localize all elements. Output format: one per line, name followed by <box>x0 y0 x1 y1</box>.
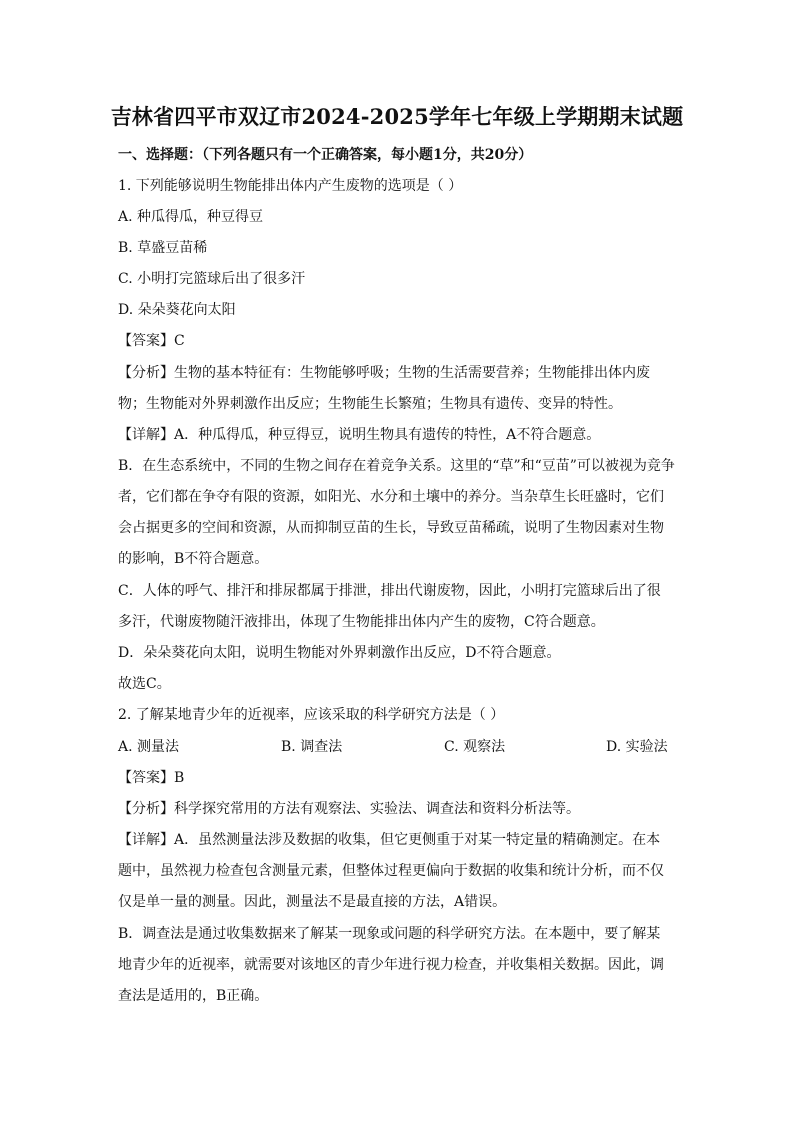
question-1-detail-line: 【详解】A．种瓜得瓜，种豆得豆，说明生物具有遗传的特性，A不符合题意。 <box>118 427 601 443</box>
question-1-detail-line: B．在生态系统中，不同的生物之间存在着竞争关系。这里的“草”和“豆苗”可以被视为竞争 <box>118 458 675 474</box>
question-2-option-c: C. 观察法 <box>444 739 506 755</box>
question-1-conclusion: 故选C。 <box>118 676 171 692</box>
question-1-detail-line: C．人体的呼气、排汗和排尿都属于排泄，排出代谢废物，因此，小明打完篮球后出了很 <box>118 583 661 599</box>
question-2-option-b: B. 调查法 <box>281 739 343 755</box>
question-1-detail-line: 多汗，代谢废物随汗液排出，体现了生物能排出体内产生的废物，C符合题意。 <box>118 614 605 630</box>
question-2-analysis: 【分析】科学探究常用的方法有观察法、实验法、调查法和资料分析法等。 <box>118 801 580 817</box>
question-2-detail-line: 仅是单一量的测量。因此，测量法不是最直接的方法，A错误。 <box>118 894 507 910</box>
question-1-detail-line: 的影响，B不符合题意。 <box>118 551 269 567</box>
question-2-detail-line: 查法是适用的，B正确。 <box>118 988 269 1004</box>
question-1-answer: 【答案】C <box>118 333 185 349</box>
document-title: 吉林省四平市双辽市2024-2025学年七年级上学期期末试题 <box>110 104 684 129</box>
question-1-option-a: A. 种瓜得瓜，种豆得豆 <box>118 209 264 225</box>
question-1-detail-line: 者，它们都在争夺有限的资源，如阳光、水分和土壤中的养分。当杂草生长旺盛时，它们 <box>118 489 664 505</box>
question-1-detail-line: D．朵朵葵花向太阳，说明生物能对外界刺激作出反应，D不符合题意。 <box>118 645 561 661</box>
question-1-analysis-line: 【分析】生物的基本特征有：生物能够呼吸；生物的生活需要营养；生物能排出体内废 <box>118 365 650 381</box>
question-2-stem: 2. 了解某地青少年的近视率，应该采取的科学研究方法是（ ） <box>118 707 505 723</box>
question-1-analysis-line: 物；生物能对外界刺激作出反应；生物能生长繁殖；生物具有遗传、变异的特性。 <box>118 396 622 412</box>
question-2-detail-line: 地青少年的近视率，就需要对该地区的青少年进行视力检查，并收集相关数据。因此，调 <box>118 957 664 973</box>
question-1-option-b: B. 草盛豆苗稀 <box>118 240 208 256</box>
question-2-answer: 【答案】B <box>118 770 185 786</box>
question-2-option-d: D. 实验法 <box>606 739 668 755</box>
question-1-detail-line: 会占据更多的空间和资源，从而抑制豆苗的生长，导致豆苗稀疏，说明了生物因素对生物 <box>118 520 664 536</box>
question-2-detail-line: 题中，虽然视力检查包含测量元素，但整体过程更偏向于数据的收集和统计分析，而不仅 <box>118 863 664 879</box>
question-2-option-a: A. 测量法 <box>118 739 180 755</box>
question-1-option-c: C. 小明打完篮球后出了很多汗 <box>118 271 306 287</box>
question-2-detail-line: 【详解】A．虽然测量法涉及数据的收集，但它更侧重于对某一特定量的精确测定。在本 <box>118 832 661 848</box>
question-1-stem: 1. 下列能够说明生物能排出体内产生废物的选项是（ ） <box>118 178 463 194</box>
question-2-detail-line: B．调查法是通过收集数据来了解某一现象或问题的科学研究方法。在本题中，要了解某 <box>118 926 661 942</box>
question-1-option-d: D. 朵朵葵花向太阳 <box>118 302 236 318</box>
section-heading: 一、选择题：（下列各题只有一个正确答案，每小题1分，共20分） <box>118 147 533 163</box>
